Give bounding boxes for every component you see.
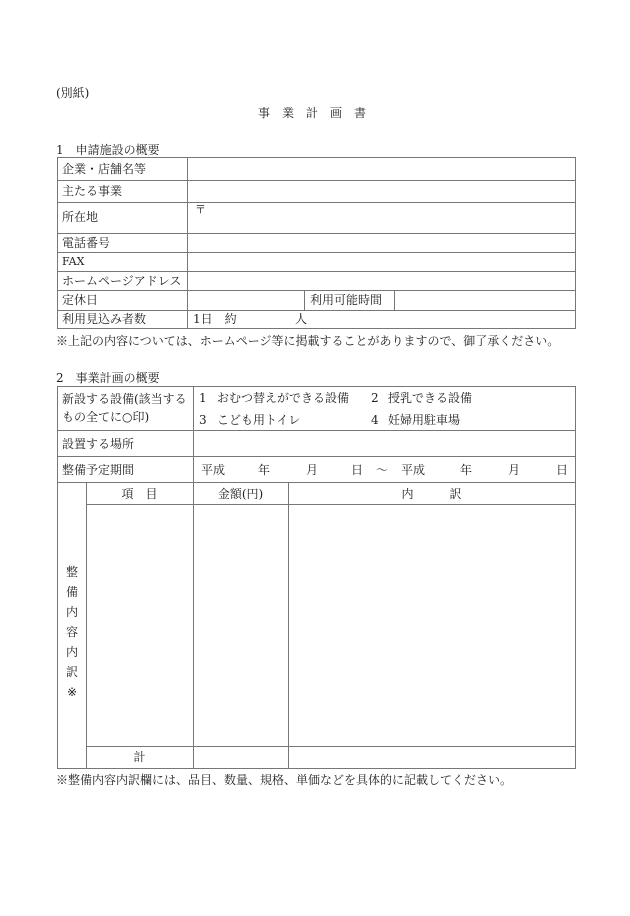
breakdown-col-divider bbox=[86, 482, 87, 768]
page-title: 事業計画書 bbox=[258, 106, 379, 120]
table2-col-divider bbox=[193, 386, 194, 482]
total-label: 計 bbox=[133, 750, 146, 764]
holiday-field[interactable] bbox=[193, 293, 298, 307]
table1-border-bottom bbox=[57, 328, 575, 329]
breakdown-amount-field[interactable] bbox=[195, 506, 286, 744]
location-label: 設置する場所 bbox=[62, 437, 135, 451]
side-label-char: 容 bbox=[65, 625, 78, 639]
equipment-option-label: 妊婦用駐車場 bbox=[388, 413, 461, 427]
table1-row-divider bbox=[57, 310, 575, 311]
breakdown-details-field[interactable] bbox=[290, 506, 573, 744]
available-hours-label: 利用可能時間 bbox=[310, 293, 383, 307]
table1-col-divider bbox=[187, 157, 188, 329]
breakdown-total-divider bbox=[86, 746, 575, 747]
expected-users-field[interactable] bbox=[248, 312, 292, 326]
table1-row-divider bbox=[57, 271, 575, 272]
table1-col-divider bbox=[394, 290, 395, 310]
table2-row-divider bbox=[57, 482, 575, 483]
period-start-month: 月 bbox=[306, 463, 319, 477]
period-start-year: 年 bbox=[258, 463, 271, 477]
equipment-option-label: おむつ替えができる設備 bbox=[217, 391, 350, 405]
section1-heading: 1 申請施設の概要 bbox=[56, 143, 160, 157]
period-start-era: 平成 bbox=[201, 463, 226, 477]
homepage-label: ホームページアドレス bbox=[62, 274, 182, 288]
side-label-char: 訳 bbox=[65, 665, 78, 679]
period-start-day: 日 bbox=[351, 463, 364, 477]
main-business-field[interactable] bbox=[193, 184, 569, 198]
equipment-option-number: 4 bbox=[371, 413, 379, 427]
expected-users-prefix: 1日 約 bbox=[193, 312, 237, 326]
breakdown-header-amount: 金額(円) bbox=[217, 487, 264, 501]
homepage-field[interactable] bbox=[193, 274, 569, 288]
table1-row-divider bbox=[57, 252, 575, 253]
breakdown-header-details: 内 訳 bbox=[401, 487, 462, 501]
table1-row-divider bbox=[57, 290, 575, 291]
phone-label: 電話番号 bbox=[62, 236, 111, 250]
holiday-label: 定休日 bbox=[62, 293, 99, 307]
table2-border-bottom bbox=[57, 768, 575, 769]
breakdown-header-divider bbox=[86, 504, 575, 505]
total-details-field[interactable] bbox=[290, 748, 573, 766]
fax-label: FAX bbox=[62, 255, 85, 268]
equipment-label-line2: もの全てに○印) bbox=[62, 410, 150, 424]
table1-border-top bbox=[57, 157, 575, 158]
breakdown-side-label bbox=[65, 562, 79, 702]
total-amount-field[interactable] bbox=[195, 748, 286, 766]
breakdown-col-divider bbox=[288, 482, 289, 768]
breakdown-header-item: 項 目 bbox=[121, 487, 158, 501]
breakdown-item-field[interactable] bbox=[88, 506, 191, 744]
main-business-label: 主たる事業 bbox=[62, 184, 123, 198]
table2-border-right bbox=[575, 386, 576, 769]
address-label: 所在地 bbox=[62, 210, 99, 224]
address-field[interactable]: 〒 bbox=[195, 203, 206, 216]
period-label: 整備予定期間 bbox=[62, 463, 135, 477]
equipment-option-number: 1 bbox=[199, 391, 207, 405]
table1-row-divider bbox=[57, 180, 575, 181]
attachment-label: (別紙) bbox=[56, 86, 90, 100]
table1-row-divider bbox=[57, 233, 575, 234]
period-end-era: 平成 bbox=[401, 463, 426, 477]
section1-note: ※上記の内容については、ホームページ等に掲載することがありますので、御了承ください。 bbox=[56, 334, 560, 348]
fax-field[interactable] bbox=[193, 255, 569, 269]
available-hours-field[interactable] bbox=[400, 293, 570, 307]
table1-col-divider bbox=[304, 290, 305, 310]
phone-field[interactable] bbox=[193, 236, 569, 250]
table1-border-left bbox=[57, 157, 58, 329]
table1-border-right bbox=[575, 157, 576, 329]
breakdown-col-divider bbox=[193, 482, 194, 768]
side-label-char: ※ bbox=[66, 685, 78, 699]
period-end-year: 年 bbox=[460, 463, 473, 477]
expected-users-suffix: 人 bbox=[295, 312, 308, 326]
location-field[interactable] bbox=[199, 437, 569, 451]
company-name-label: 企業・店舗名等 bbox=[62, 162, 147, 176]
side-label-char: 内 bbox=[65, 645, 78, 659]
expected-users-label: 利用見込み者数 bbox=[62, 312, 147, 326]
side-label-char: 備 bbox=[65, 585, 78, 599]
equipment-option-number: 3 bbox=[199, 413, 207, 427]
table2-border-left bbox=[57, 386, 58, 769]
period-end-month: 月 bbox=[508, 463, 521, 477]
period-end-day: 日 bbox=[556, 463, 569, 477]
table2-row-divider bbox=[57, 430, 575, 431]
company-name-field[interactable] bbox=[193, 162, 569, 176]
equipment-option-label: こども用トイレ bbox=[217, 413, 301, 427]
equipment-option-number: 2 bbox=[371, 391, 379, 405]
period-separator: ～ bbox=[376, 463, 389, 477]
table2-row-divider bbox=[57, 456, 575, 457]
table2-border-top bbox=[57, 386, 575, 387]
equipment-option-label: 授乳できる設備 bbox=[388, 391, 473, 405]
equipment-label-line1: 新設する設備(該当する bbox=[62, 392, 187, 406]
section2-heading: 2 事業計画の概要 bbox=[56, 371, 160, 385]
side-label-char: 内 bbox=[65, 605, 78, 619]
section2-note: ※整備内容内訳欄には、品目、数量、規格、単価などを具体的に記載してください。 bbox=[56, 773, 513, 787]
side-label-char: 整 bbox=[65, 565, 78, 579]
